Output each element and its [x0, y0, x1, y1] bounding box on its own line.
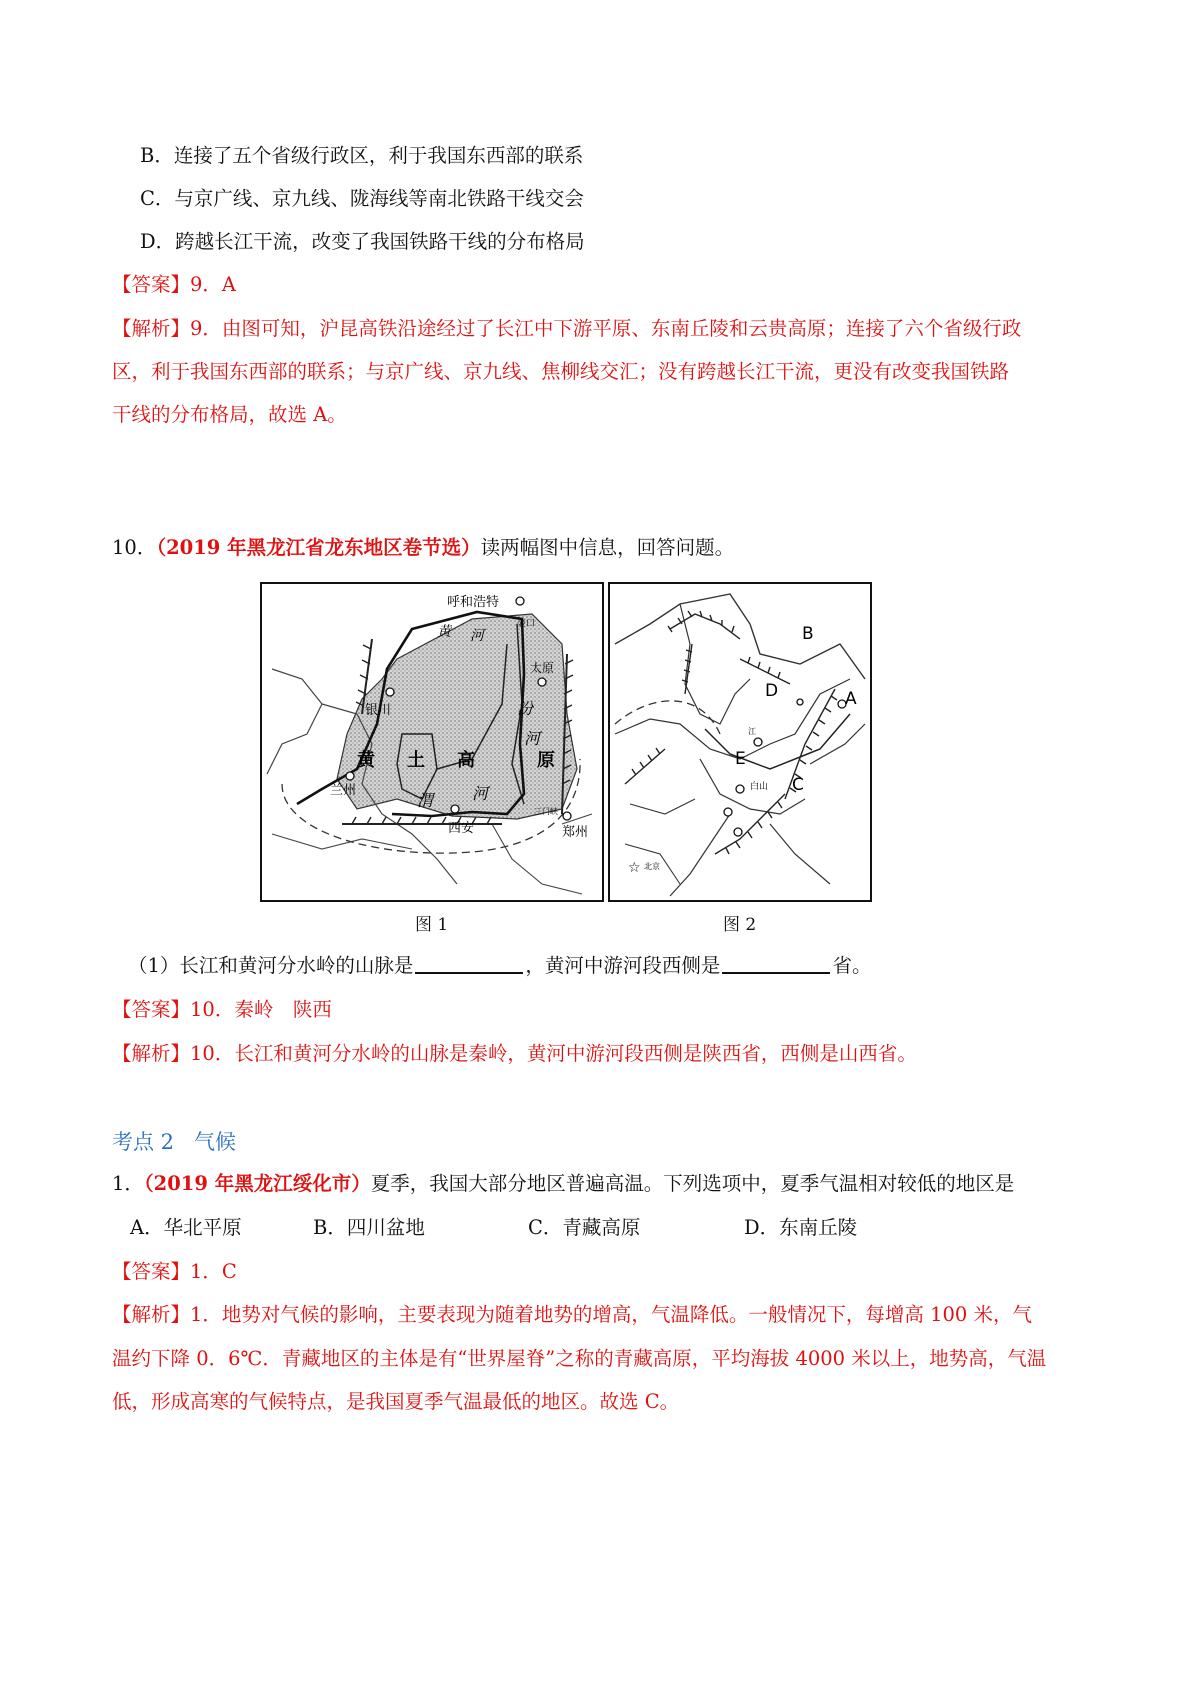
city-changchun	[754, 738, 762, 746]
label-b: B	[802, 624, 814, 644]
c1-option-a[interactable]: A．华北平原	[130, 1216, 242, 1239]
c1-option-b[interactable]: B．四川盆地	[313, 1216, 425, 1239]
label-loess-3: 高	[457, 750, 475, 771]
c1-analysis-line2: 温约下降 0．6℃．青藏地区的主体是有“世界屋脊”之称的青藏高原，平均海拔 4000 米以上，地势高，气温	[112, 1347, 1047, 1370]
city-shenyang	[736, 785, 744, 793]
label-wei: 渭	[417, 791, 434, 810]
c1-number: 1．	[112, 1172, 144, 1195]
c1-option-c[interactable]: C．青藏高原	[528, 1216, 641, 1239]
analysis-text: 9．由图可知，沪昆高铁沿途经过了长江中下游平原、东南丘陵和云贵高原；连接了六个省级行政	[190, 317, 1022, 340]
analysis-tag: 【解析】	[112, 317, 191, 340]
analysis-tag: 【解析】	[112, 1303, 191, 1326]
q10-subquestion-1	[128, 951, 1110, 981]
label-xian: 西安	[448, 821, 475, 836]
label-d: D	[765, 681, 779, 701]
city-huhehaote	[516, 597, 524, 605]
label-fen-he: 河	[524, 729, 541, 748]
answer-tag: 【答案】	[112, 1260, 191, 1283]
answer-blank-2[interactable]	[722, 954, 830, 974]
c1-analysis-line3: 低，形成高寒的气候特点，是我国夏季气温最低的地区。故选 C。	[112, 1390, 680, 1413]
sub1-prefix: （1）长江和黄河分水岭的山脉是	[128, 954, 414, 977]
label-baishan: 白山	[750, 782, 769, 792]
label-yinchuan: 银川	[365, 703, 392, 718]
q10-analysis	[112, 1039, 1110, 1069]
map-2-figure	[610, 584, 870, 900]
city-lanzhou	[346, 772, 354, 780]
label-hukou: 壶口	[517, 619, 536, 629]
q10-answer	[112, 995, 1110, 1025]
label-beijing: 北京	[644, 862, 660, 871]
q9-analysis-line2: 区，利于我国东西部的联系；与京广线、京九线、焦柳线交汇；没有跨越长江干流，更没有改变我国铁路	[112, 360, 1010, 383]
map-2-caption: 图 2	[723, 915, 757, 935]
label-jiang: 江	[748, 727, 756, 736]
city-xian	[451, 805, 459, 813]
section-title: 气候	[194, 1130, 237, 1154]
answer-blank-1[interactable]	[415, 954, 523, 974]
label-sanmenxia: 三门峡	[534, 807, 558, 816]
q9-analysis-line3: 干线的分布格局，故选 A。	[112, 403, 347, 426]
q10-stem-text: 读两幅图中信息，回答问题。	[480, 536, 735, 559]
section-heading-climate	[112, 1126, 256, 1156]
label-fen: 汾	[517, 699, 534, 718]
label-loess-4: 原	[537, 750, 555, 771]
label-lanzhou: 兰州	[330, 783, 357, 798]
city-taiyuan	[538, 678, 546, 686]
map-1-caption: 图 1	[415, 915, 449, 935]
city-yinchuan	[386, 688, 394, 696]
q9-answer	[112, 270, 1110, 300]
c1-stem-text: 夏季，我国大部分地区普遍高温。下列选项中，夏季气温相对较低的地区是	[370, 1172, 1015, 1195]
q9-analysis-line1	[112, 314, 1110, 344]
q9-option-c: C．与京广线、京九线、陇海线等南北铁路干线交会	[140, 187, 584, 210]
answer-value: 10．秦岭 陕西	[190, 998, 332, 1021]
answer-value: 9．A	[190, 273, 237, 296]
answer-tag: 【答案】	[112, 273, 191, 296]
label-zhengzhou: 郑州	[562, 825, 589, 840]
q9-option-d: D．跨越长江干流，改变了我国铁路干线的分布格局	[140, 230, 585, 253]
city-harbin	[797, 699, 803, 705]
answer-tag: 【答案】	[112, 998, 191, 1021]
c1-option-d[interactable]: D．东南丘陵	[744, 1216, 858, 1239]
map-2-northeast	[608, 582, 872, 902]
c1-analysis-line1	[112, 1300, 1110, 1330]
q10-source: （2019 年黑龙江省龙东地区卷节选）	[156, 536, 481, 559]
label-e: E	[735, 749, 746, 769]
city-zhengzhou	[563, 812, 571, 820]
map-1-figure	[262, 584, 602, 900]
answer-value: 1．C	[190, 1260, 237, 1283]
city-anshan	[724, 808, 732, 816]
c1-source: （2019 年黑龙江绥化市）	[143, 1172, 371, 1195]
beijing-star-icon: ☆	[628, 860, 641, 876]
label-huanghe-top-2: 河	[470, 628, 484, 644]
label-loess-2: 土	[407, 750, 425, 771]
label-huhehaote: 呼和浩特	[447, 595, 500, 610]
analysis-text: 10．长江和黄河分水岭的山脉是秦岭，黄河中游河段西侧是陕西省，西侧是山西省。	[190, 1042, 917, 1065]
analysis-tag: 【解析】	[112, 1042, 191, 1065]
q10-number: 10．	[112, 536, 157, 559]
analysis-text: 1．地势对气候的影响，主要表现为随着地势的增高，气温降低。一般情况下，每增高 100 米，气	[190, 1303, 1033, 1326]
sub1-suffix: 省。	[832, 954, 872, 977]
section-label: 考点 2	[112, 1130, 175, 1154]
q10-stem	[112, 533, 1110, 563]
c1-answer	[112, 1257, 1110, 1287]
q9-option-b: B．连接了五个省级行政区，利于我国东西部的联系	[140, 144, 584, 167]
label-taiyuan: 太原	[530, 661, 555, 675]
sub1-middle: ，黄河中游河段西侧是	[525, 954, 721, 977]
city-dalian	[734, 828, 742, 836]
label-loess-1: 黄	[357, 750, 375, 771]
map-1-loess-plateau	[260, 582, 604, 902]
label-huanghe-top-1: 黄	[437, 624, 451, 640]
c1-stem	[112, 1169, 1110, 1199]
label-wei-he: 河	[472, 784, 489, 803]
label-c: C	[792, 775, 804, 795]
label-a: A	[845, 689, 857, 709]
